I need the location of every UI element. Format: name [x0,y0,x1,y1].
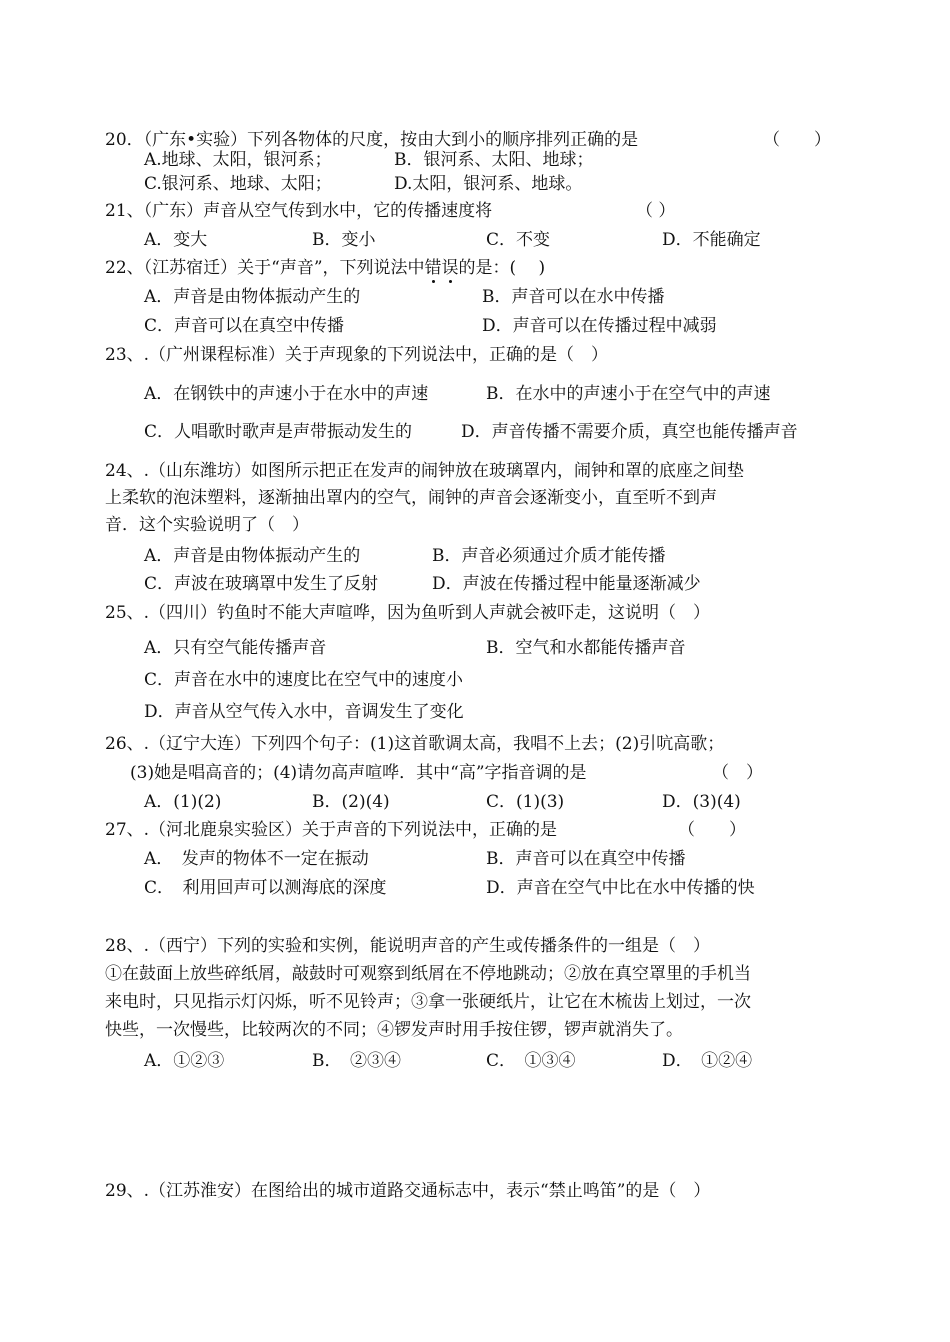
q24-option-c: C．声波在玻璃罩中发生了反射 [144,574,379,594]
q21-answer-paren: （ ） [636,201,676,221]
q22-stem-pre: 22、（江苏宿迁）关于“声音”，下列说法中 [105,258,425,278]
q28-description-line-2: 来电时，只见指示灯闪烁，听不见铃声；③拿一张硬纸片，让它在木梳齿上划过，一次 [105,992,751,1012]
q29-stem: 29、.（江苏淮安）在图给出的城市道路交通标志中，表示“禁止鸣笛”的是（ ） [105,1181,711,1201]
q26-stem-line-2: (3)她是唱高音的；(4)请勿高声喧哗．其中“高”字指音调的是 [130,763,587,783]
q20-option-b: B．银河系、太阳、地球； [394,150,594,170]
q21-option-d: D．不能确定 [662,230,761,250]
q24-stem-line-3: 音．这个实验说明了（ ） [105,515,309,535]
q26-option-b: B．(2)(4) [312,792,390,812]
q25-option-c: C．声音在水中的速度比在空气中的速度小 [144,670,464,690]
q26-option-a: A．(1)(2) [144,792,222,812]
q27-option-a: A． 发声的物体不一定在振动 [144,849,369,869]
q26-option-d: D．(3)(4) [662,792,741,812]
q25-option-d: D．声音从空气传入水中，音调发生了变化 [144,702,464,722]
q23-option-d: D．声音传播不需要介质，真空也能传播声音 [461,422,798,442]
q27-option-c: C． 利用回声可以测海底的深度 [144,878,387,898]
q27-stem: 27、.（河北鹿泉实验区）关于声音的下列说法中，正确的是 [105,820,558,840]
q28-description-line-3: 快些，一次慢些，比较两次的不同；④锣发声时用手按住锣，锣声就消失了。 [105,1020,683,1040]
q24-option-a: A．声音是由物体振动产生的 [144,546,361,566]
q28-option-c: C． ①③④ [486,1051,576,1071]
q24-option-d: D．声波在传播过程中能量逐渐减少 [432,574,701,594]
q23-stem: 23、.（广州课程标准）关于声现象的下列说法中，正确的是（ ） [105,345,609,365]
q20-stem: 20．（广东•实验）下列各物体的尺度，按由大到小的顺序排列正确的是 [105,130,639,150]
q22-option-a: A．声音是由物体振动产生的 [144,287,361,307]
q26-answer-paren: （ ） [712,763,763,783]
q20-option-d: D.太阳，银河系、地球。 [394,174,583,194]
q25-option-a: A．只有空气能传播声音 [144,638,327,658]
q25-stem: 25、.（四川）钓鱼时不能大声喧哗，因为鱼听到人声就会被吓走，这说明（ ） [105,603,711,623]
q27-option-d: D．声音在空气中比在水中传播的快 [486,878,755,898]
q20-answer-paren: （ ） [763,130,831,150]
q22-emphasis-char-2: 误 [441,258,459,278]
q23-option-b: B．在水中的声速小于在空气中的声速 [486,384,771,404]
q24-stem-line-1: 24、.（山东潍坊）如图所示把正在发声的闹钟放在玻璃罩内，闹钟和罩的底座之间垫 [105,461,745,481]
q26-stem-line-1: 26、.（辽宁大连）下列四个句子：(1)这首歌调太高，我唱不上去；(2)引吭高歌； [105,734,725,754]
q28-option-b: B． ②③④ [312,1051,401,1071]
q24-option-b: B．声音必须通过介质才能传播 [432,546,666,566]
q23-option-c: C．人唱歌时歌声是声带振动发生的 [144,422,413,442]
q28-description-line-1: ①在鼓面上放些碎纸屑，敲鼓时可观察到纸屑在不停地跳动；②放在真空罩里的手机当 [105,964,751,984]
q26-option-c: C．(1)(3) [486,792,565,812]
q28-option-a: A．①②③ [144,1051,225,1071]
q28-option-d: D． ①②④ [662,1051,753,1071]
q23-option-a: A．在钢铁中的声速小于在水中的声速 [144,384,429,404]
q22-option-d: D．声音可以在传播过程中减弱 [482,316,717,336]
q21-option-b: B．变小 [312,230,376,250]
q22-option-b: B．声音可以在水中传播 [482,287,665,307]
q27-answer-paren: （ ） [678,820,746,840]
q27-option-b: B．声音可以在真空中传播 [486,849,686,869]
q21-option-c: C．不变 [486,230,551,250]
q20-option-a: A.地球、太阳，银河系； [144,150,332,170]
q21-option-a: A．变大 [144,230,208,250]
q22-stem-post: 的是：( ) [458,258,546,278]
q24-stem-line-2: 上柔软的泡沫塑料，逐渐抽出罩内的空气，闹钟的声音会逐渐变小，直至听不到声 [105,488,717,508]
q20-option-c: C.银河系、地球、太阳； [144,174,332,194]
q28-stem: 28、.（西宁）下列的实验和实例，能说明声音的产生或传播条件的一组是（ ） [105,936,711,956]
q21-stem: 21、（广东）声音从空气传到水中，它的传播速度将 [105,201,493,221]
q22-emphasis-char-1: 错 [424,258,442,278]
q25-option-b: B．空气和水都能传播声音 [486,638,686,658]
q22-stem [105,257,545,279]
q22-option-c: C．声音可以在真空中传播 [144,316,345,336]
